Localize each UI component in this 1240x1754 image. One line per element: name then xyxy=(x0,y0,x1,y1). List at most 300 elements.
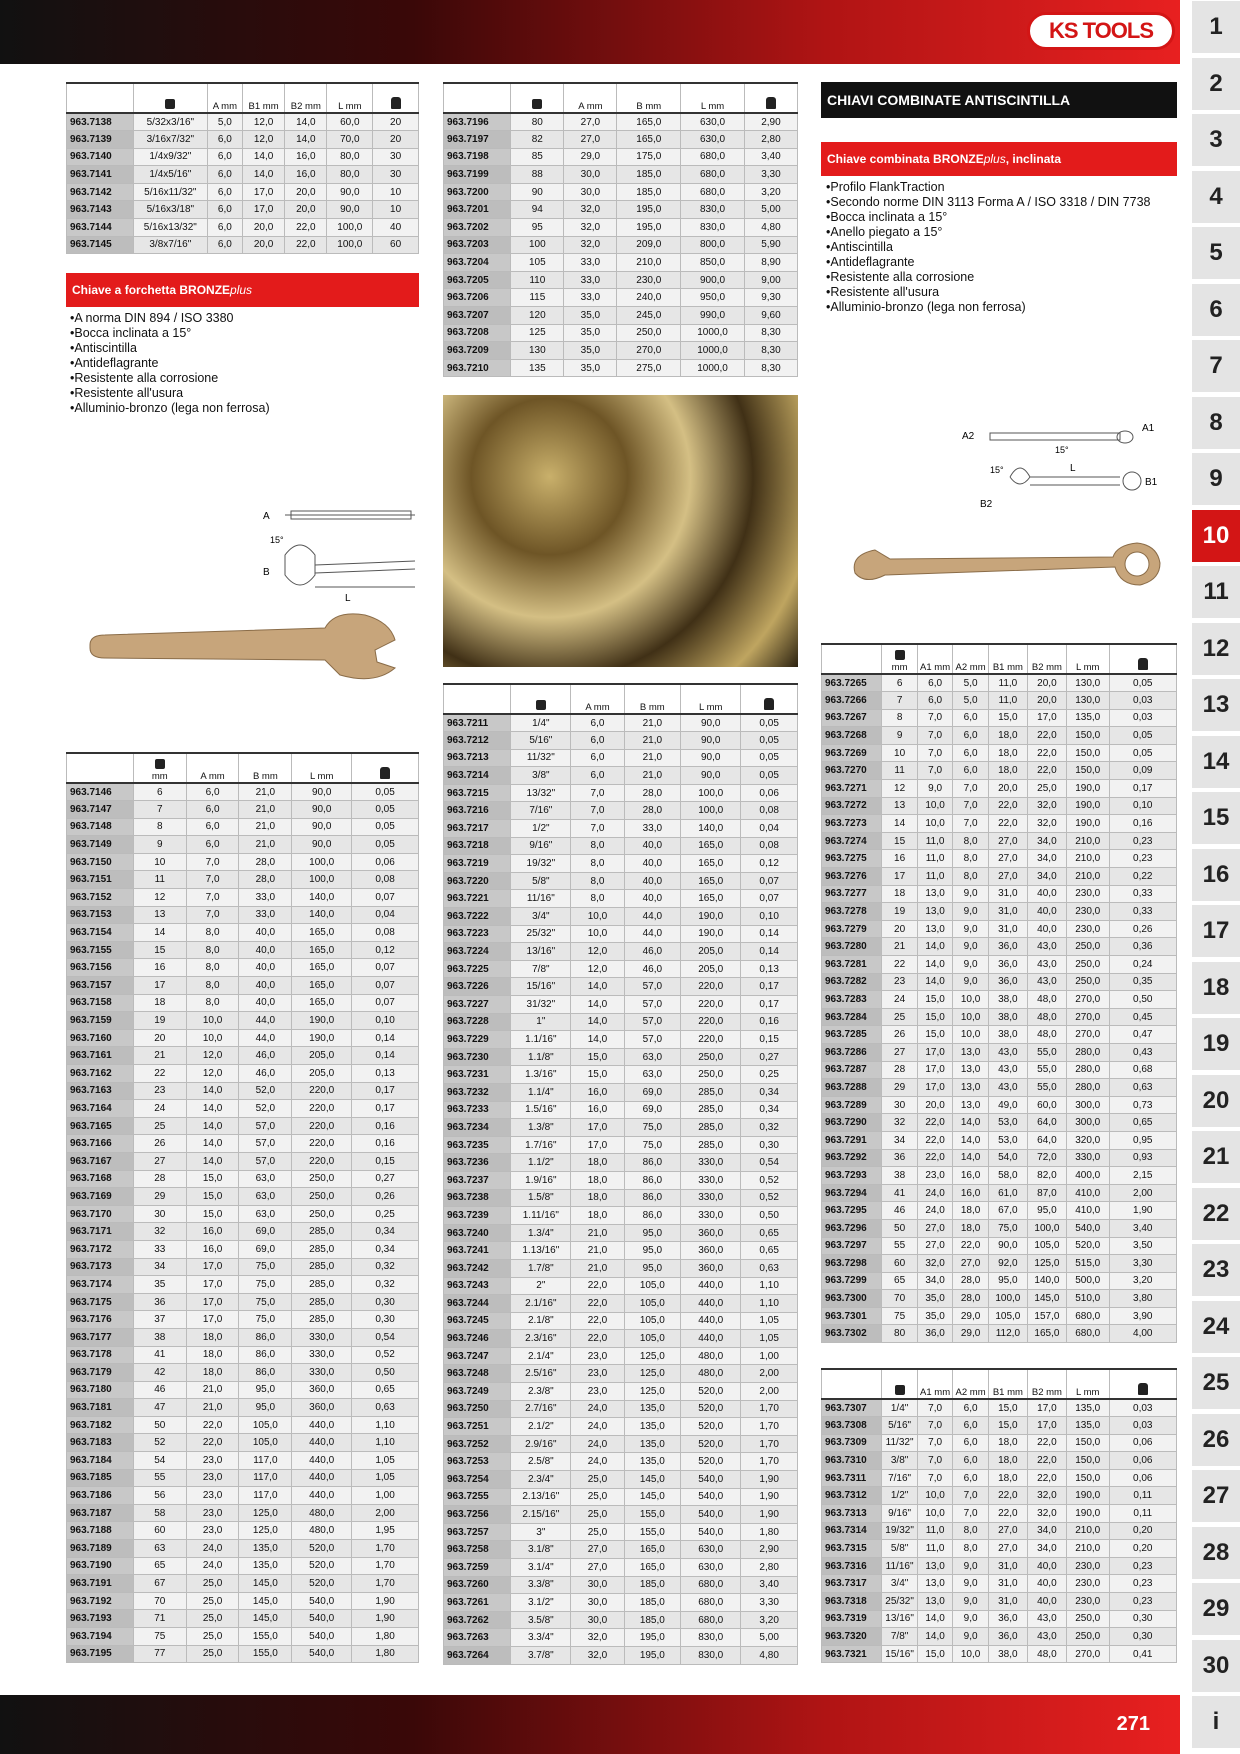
table-cell: 24,0 xyxy=(186,1540,239,1558)
table-row xyxy=(822,1219,1177,1237)
table-cell: 27,0 xyxy=(988,832,1027,850)
article-code: 963.7188 xyxy=(67,1522,134,1540)
table-cell: 1.5/16" xyxy=(511,1101,571,1119)
table-cell: 0,65 xyxy=(741,1224,798,1242)
table-row xyxy=(67,1065,419,1083)
table-cell: 130,0 xyxy=(1066,692,1109,710)
table-cell: 125,0 xyxy=(624,1383,681,1401)
table-cell: 9,0 xyxy=(953,1575,989,1593)
table-cell: 10,0 xyxy=(917,1505,953,1523)
table-cell: 1,05 xyxy=(352,1469,419,1487)
code-column-header xyxy=(444,83,511,113)
chapter-tab-11[interactable]: 11 xyxy=(1192,566,1240,618)
table-row xyxy=(822,1237,1177,1255)
table-row xyxy=(822,885,1177,903)
table-cell: 520,0 xyxy=(292,1540,352,1558)
table-cell: 40,0 xyxy=(1027,1557,1066,1575)
table-cell: 1.7/16" xyxy=(511,1136,571,1154)
article-code: 963.7225 xyxy=(444,960,511,978)
table-cell: 112,0 xyxy=(988,1325,1027,1343)
table-cell: 3,30 xyxy=(1109,1255,1176,1273)
article-code: 963.7144 xyxy=(67,219,134,237)
table-cell: 44,0 xyxy=(624,908,681,926)
table-cell: 1,10 xyxy=(741,1295,798,1313)
table-cell: 14,0 xyxy=(953,1131,989,1149)
table-row xyxy=(444,890,798,908)
table-cell: 7,0 xyxy=(186,906,239,924)
table-cell: 25,0 xyxy=(571,1488,624,1506)
table-cell: 69,0 xyxy=(239,1240,292,1258)
table-cell: 94 xyxy=(511,201,564,219)
chapter-tab-26[interactable]: 26 xyxy=(1192,1414,1240,1466)
table-cell: 630,0 xyxy=(681,131,745,149)
chapter-tab-10[interactable]: 10 xyxy=(1192,510,1240,562)
table-cell: 1.3/16" xyxy=(511,1066,571,1084)
table-cell: 17,0 xyxy=(917,1043,953,1061)
table-cell: 285,0 xyxy=(292,1311,352,1329)
table-cell: 190,0 xyxy=(1066,797,1109,815)
table-cell: 85 xyxy=(511,148,564,166)
table-cell: 300,0 xyxy=(1066,1096,1109,1114)
table-row xyxy=(67,1540,419,1558)
table-row xyxy=(822,973,1177,991)
table-row xyxy=(444,820,798,838)
table-cell: 13,0 xyxy=(953,1079,989,1097)
table-cell: 46,0 xyxy=(624,960,681,978)
table-cell: 58,0 xyxy=(988,1167,1027,1185)
table-cell: 0,52 xyxy=(741,1171,798,1189)
column-header xyxy=(624,684,681,714)
table-cell: 17,0 xyxy=(242,183,284,201)
table-cell: 18 xyxy=(882,885,918,903)
table-cell: 3/8" xyxy=(882,1452,918,1470)
table-cell: 16,0 xyxy=(571,1101,624,1119)
chapter-tab-30[interactable]: 30 xyxy=(1192,1640,1240,1692)
table-cell: 87,0 xyxy=(1027,1184,1066,1202)
table-row xyxy=(444,1471,798,1489)
table-cell: 250,0 xyxy=(681,1066,741,1084)
table-cell: 15,0 xyxy=(186,1188,239,1206)
article-code: 963.7218 xyxy=(444,837,511,855)
table-cell: 15 xyxy=(882,832,918,850)
table-cell: 0,05 xyxy=(352,836,419,854)
table-cell: 220,0 xyxy=(292,1100,352,1118)
code-column-header xyxy=(822,644,882,674)
table-cell: 8 xyxy=(882,709,918,727)
table-cell: 33,0 xyxy=(564,271,617,289)
table-cell: 0,08 xyxy=(741,802,798,820)
chapter-tab-12[interactable]: 12 xyxy=(1192,623,1240,675)
product-table-2 xyxy=(66,752,419,1663)
table-cell: 230,0 xyxy=(1066,885,1109,903)
table-cell: 155,0 xyxy=(624,1523,681,1541)
header-label: B2 mm xyxy=(1031,1387,1062,1398)
table-row xyxy=(822,1417,1177,1435)
table-cell: 400,0 xyxy=(1066,1167,1109,1185)
table-cell: 1,70 xyxy=(741,1400,798,1418)
table-cell: 230,0 xyxy=(1066,903,1109,921)
chapter-tab-5[interactable]: 5 xyxy=(1192,227,1240,279)
table-cell: 6,0 xyxy=(207,219,242,237)
table-cell: 61,0 xyxy=(988,1184,1027,1202)
table-cell: 0,05 xyxy=(1109,727,1176,745)
table-cell: 21,0 xyxy=(571,1259,624,1277)
table-row xyxy=(67,131,419,149)
table-cell: 285,0 xyxy=(681,1101,741,1119)
table-row xyxy=(67,166,419,184)
article-code: 963.7230 xyxy=(444,1048,511,1066)
table-cell: 0,30 xyxy=(352,1293,419,1311)
table-cell: 250,0 xyxy=(292,1188,352,1206)
table-cell: 57,0 xyxy=(624,1031,681,1049)
table-cell: 10,0 xyxy=(917,1487,953,1505)
chapter-tab-6[interactable]: 6 xyxy=(1192,284,1240,336)
table-cell: 15/16" xyxy=(882,1645,918,1663)
table-cell: 7 xyxy=(882,692,918,710)
table-cell: 25,0 xyxy=(186,1592,239,1610)
chapter-tab-1[interactable]: 1 xyxy=(1192,1,1240,53)
table-cell: 52,0 xyxy=(239,1082,292,1100)
chapter-tab-24[interactable]: 24 xyxy=(1192,1301,1240,1353)
table-row xyxy=(822,1557,1177,1575)
chapter-tab-13[interactable]: 13 xyxy=(1192,679,1240,731)
dim-l-label: L xyxy=(345,593,351,604)
table-cell: 35,0 xyxy=(564,359,617,377)
table-row xyxy=(67,1100,419,1118)
article-code: 963.7177 xyxy=(67,1328,134,1346)
table-row xyxy=(444,1576,798,1594)
table-row xyxy=(444,943,798,961)
chapter-tab-28[interactable]: 28 xyxy=(1192,1527,1240,1579)
table-cell: 33,0 xyxy=(624,820,681,838)
article-code: 963.7265 xyxy=(822,674,882,692)
table-row xyxy=(822,991,1177,1009)
table-cell: 0,33 xyxy=(1109,885,1176,903)
article-code: 963.7221 xyxy=(444,890,511,908)
table-row xyxy=(67,201,419,219)
table-cell: 0,07 xyxy=(741,890,798,908)
table-cell: 0,06 xyxy=(1109,1469,1176,1487)
table-row xyxy=(444,872,798,890)
table-row xyxy=(444,732,798,750)
article-code: 963.7242 xyxy=(444,1259,511,1277)
table-cell: 82,0 xyxy=(1027,1167,1066,1185)
size-column-header xyxy=(511,684,571,714)
table-cell: 250,0 xyxy=(617,324,681,342)
weight-column-header xyxy=(741,684,798,714)
table-cell: 14,0 xyxy=(571,996,624,1014)
table-row xyxy=(444,1224,798,1242)
weight-column-header xyxy=(1109,1369,1176,1399)
table-cell: 0,05 xyxy=(741,749,798,767)
chapter-tab-17[interactable]: 17 xyxy=(1192,905,1240,957)
table-cell: 0,65 xyxy=(352,1381,419,1399)
table-cell: 18 xyxy=(133,994,186,1012)
table-cell: 27,0 xyxy=(988,868,1027,886)
chapter-tab-22[interactable]: 22 xyxy=(1192,1188,1240,1240)
table-row xyxy=(822,1043,1177,1061)
table-row xyxy=(444,1383,798,1401)
article-code: 963.7181 xyxy=(67,1399,134,1417)
table-cell: 155,0 xyxy=(624,1506,681,1524)
table-row xyxy=(444,148,798,166)
table-row xyxy=(444,1277,798,1295)
table-cell: 28,0 xyxy=(953,1290,989,1308)
table-cell: 23,0 xyxy=(917,1167,953,1185)
table-cell: 285,0 xyxy=(292,1258,352,1276)
chapter-tab-21[interactable]: 21 xyxy=(1192,1131,1240,1183)
table-cell: 21,0 xyxy=(571,1242,624,1260)
table-cell: 92,0 xyxy=(988,1255,1027,1273)
table-cell: 150,0 xyxy=(1066,1452,1109,1470)
table-cell: 125,0 xyxy=(239,1522,292,1540)
article-code: 963.7178 xyxy=(67,1346,134,1364)
table-cell: 3,80 xyxy=(1109,1290,1176,1308)
table-cell: 830,0 xyxy=(681,1629,741,1647)
chapter-tab-20[interactable]: 20 xyxy=(1192,1075,1240,1127)
table-cell: 0,63 xyxy=(741,1259,798,1277)
column-header xyxy=(917,644,953,674)
table-cell: 140,0 xyxy=(681,820,741,838)
table-cell: 38 xyxy=(882,1167,918,1185)
article-code: 963.7250 xyxy=(444,1400,511,1418)
chapter-tab-8[interactable]: 8 xyxy=(1192,397,1240,449)
table-row xyxy=(67,1452,419,1470)
feature-item: • Antideflagrante xyxy=(826,255,1178,270)
table-cell: 10,0 xyxy=(953,1008,989,1026)
table-cell: 31,0 xyxy=(988,1557,1027,1575)
column-header xyxy=(571,684,624,714)
table-row xyxy=(822,1522,1177,1540)
article-code: 963.7233 xyxy=(444,1101,511,1119)
table-cell: 0,08 xyxy=(741,837,798,855)
table-cell: 18,0 xyxy=(571,1189,624,1207)
table-row xyxy=(67,994,419,1012)
table-cell: 135,0 xyxy=(624,1418,681,1436)
table-cell: 18,0 xyxy=(988,744,1027,762)
table-row xyxy=(444,236,798,254)
table-cell: 6,0 xyxy=(953,727,989,745)
table-cell: 9,00 xyxy=(744,271,797,289)
table-row xyxy=(444,1154,798,1172)
table-cell: 0,33 xyxy=(1109,903,1176,921)
table-cell: 18,0 xyxy=(186,1328,239,1346)
table-cell: 16,0 xyxy=(285,148,327,166)
table-cell: 1/4" xyxy=(511,714,571,732)
table-row xyxy=(67,1012,419,1030)
article-code: 963.7164 xyxy=(67,1100,134,1118)
table-cell: 10 xyxy=(133,853,186,871)
table-cell: 60 xyxy=(373,236,419,254)
article-code: 963.7237 xyxy=(444,1171,511,1189)
table-cell: 48,0 xyxy=(1027,991,1066,1009)
table-cell: 0,73 xyxy=(1109,1096,1176,1114)
table-cell: 23,0 xyxy=(571,1383,624,1401)
table-cell: 165,0 xyxy=(624,1559,681,1577)
chapter-tab-7[interactable]: 7 xyxy=(1192,340,1240,392)
article-code: 963.7243 xyxy=(444,1277,511,1295)
table-cell: 360,0 xyxy=(681,1224,741,1242)
table-cell: 75,0 xyxy=(239,1276,292,1294)
table-row xyxy=(822,780,1177,798)
table-cell: 680,0 xyxy=(681,1611,741,1629)
table-cell: 13,0 xyxy=(917,885,953,903)
table-cell: 63,0 xyxy=(624,1066,681,1084)
chapter-tab-2[interactable]: 2 xyxy=(1192,58,1240,110)
table-cell: 440,0 xyxy=(292,1469,352,1487)
article-code: 963.7170 xyxy=(67,1205,134,1223)
table-cell: 1,90 xyxy=(741,1471,798,1489)
chapter-tab-18[interactable]: 18 xyxy=(1192,962,1240,1014)
table-cell: 8,0 xyxy=(571,872,624,890)
chapter-tab-i[interactable]: i xyxy=(1192,1696,1240,1748)
table-cell: 24 xyxy=(882,991,918,1009)
table-cell: 0,07 xyxy=(352,977,419,995)
table-row xyxy=(444,1594,798,1612)
weight-kg-icon xyxy=(764,698,774,710)
table-cell: 8,0 xyxy=(571,837,624,855)
article-code: 963.7174 xyxy=(67,1276,134,1294)
table-cell: 26 xyxy=(882,1026,918,1044)
chapter-tab-15[interactable]: 15 xyxy=(1192,792,1240,844)
table-cell: 22,0 xyxy=(186,1416,239,1434)
table-row xyxy=(822,1008,1177,1026)
table-cell: 25 xyxy=(133,1117,186,1135)
chapter-tab-9[interactable]: 9 xyxy=(1192,453,1240,505)
article-code: 963.7249 xyxy=(444,1383,511,1401)
table-cell: 1,95 xyxy=(352,1522,419,1540)
size-column-header xyxy=(882,1369,918,1399)
table-cell: 22,0 xyxy=(1027,1452,1066,1470)
table-cell: 34,0 xyxy=(1027,1540,1066,1558)
table-cell: 190,0 xyxy=(1066,780,1109,798)
feature-item: • Resistente alla corrosione xyxy=(70,371,420,386)
column-header xyxy=(1066,1369,1109,1399)
table-cell: 14 xyxy=(133,924,186,942)
table-cell: 117,0 xyxy=(239,1487,292,1505)
header-label: A1 mm xyxy=(920,662,951,673)
header-unit: mm xyxy=(151,771,168,782)
table-cell: 12 xyxy=(133,889,186,907)
table-cell: 0,05 xyxy=(1109,744,1176,762)
header-unit: mm xyxy=(891,662,908,673)
table-cell: 3,40 xyxy=(1109,1219,1176,1237)
table-cell: 40,0 xyxy=(624,855,681,873)
article-code: 963.7319 xyxy=(822,1610,882,1628)
article-code: 963.7184 xyxy=(67,1452,134,1470)
table-cell: 157,0 xyxy=(1027,1307,1066,1325)
table-cell: 95,0 xyxy=(624,1242,681,1260)
table-cell: 25/32" xyxy=(511,925,571,943)
table-row xyxy=(67,853,419,871)
table-cell: 32,0 xyxy=(1027,1505,1066,1523)
table-cell: 3,20 xyxy=(1109,1272,1176,1290)
article-code: 963.7202 xyxy=(444,219,511,237)
article-code: 963.7282 xyxy=(822,973,882,991)
table-cell: 25 xyxy=(882,1008,918,1026)
table-cell: 32 xyxy=(882,1114,918,1132)
chapter-tab-16[interactable]: 16 xyxy=(1192,849,1240,901)
chapter-tab-19[interactable]: 19 xyxy=(1192,1018,1240,1070)
table-cell: 75,0 xyxy=(239,1293,292,1311)
table-cell: 8,30 xyxy=(744,324,797,342)
table-cell: 75,0 xyxy=(239,1311,292,1329)
table-cell: 10,0 xyxy=(571,925,624,943)
article-code: 963.7160 xyxy=(67,1029,134,1047)
table-cell: 42 xyxy=(133,1364,186,1382)
table-cell: 19/32" xyxy=(882,1522,918,1540)
table-cell: 21,0 xyxy=(571,1224,624,1242)
table-cell: 520,0 xyxy=(681,1418,741,1436)
table-cell: 30,0 xyxy=(571,1576,624,1594)
table-cell: 28,0 xyxy=(624,802,681,820)
table-cell: 4,80 xyxy=(744,219,797,237)
table-cell: 7,0 xyxy=(953,780,989,798)
table-cell: 0,07 xyxy=(352,889,419,907)
table-cell: 14,0 xyxy=(917,938,953,956)
table-cell: 9,0 xyxy=(953,1610,989,1628)
table-cell: 2.1/2" xyxy=(511,1418,571,1436)
table-cell: 195,0 xyxy=(624,1629,681,1647)
chapter-tab-3[interactable]: 3 xyxy=(1192,114,1240,166)
chapter-tab-25[interactable]: 25 xyxy=(1192,1357,1240,1409)
table-cell: 0,27 xyxy=(741,1048,798,1066)
table-cell: 100,0 xyxy=(292,853,352,871)
column-header xyxy=(917,1369,953,1399)
chapter-tab-23[interactable]: 23 xyxy=(1192,1244,1240,1296)
chapter-tab-29[interactable]: 29 xyxy=(1192,1583,1240,1635)
header-label: B1 mm xyxy=(992,1387,1023,1398)
table-cell: 100,0 xyxy=(1027,1219,1066,1237)
table-cell: 3/4" xyxy=(882,1575,918,1593)
table-cell: 15,0 xyxy=(571,1066,624,1084)
table-cell: 830,0 xyxy=(681,1646,741,1664)
table-cell: 28,0 xyxy=(953,1272,989,1290)
table-cell: 145,0 xyxy=(239,1592,292,1610)
table-cell: 1000,0 xyxy=(681,342,745,360)
table-cell: 1,70 xyxy=(352,1540,419,1558)
feature-item: • Secondo norme DIN 3113 Forma A / ISO 3318 / DIN 7738 xyxy=(826,195,1178,210)
header-label: B2 mm xyxy=(1031,662,1062,673)
chapter-tab-27[interactable]: 27 xyxy=(1192,1470,1240,1522)
dim-b2-label: B2 xyxy=(980,499,993,510)
table-cell: 2" xyxy=(511,1277,571,1295)
dim-angle-label-2: 15° xyxy=(990,465,1004,475)
table-cell: 7,0 xyxy=(571,784,624,802)
article-code: 963.7199 xyxy=(444,166,511,184)
table-cell: 140,0 xyxy=(1027,1272,1066,1290)
table-cell: 10,0 xyxy=(571,908,624,926)
table-cell: 40,0 xyxy=(624,837,681,855)
table-cell: 14,0 xyxy=(917,956,953,974)
table-cell: 90,0 xyxy=(292,783,352,801)
table-cell: 57,0 xyxy=(624,1013,681,1031)
table-cell: 46 xyxy=(133,1381,186,1399)
table-cell: 54 xyxy=(133,1452,186,1470)
header-label: L mm xyxy=(309,771,334,782)
table-cell: 0,63 xyxy=(352,1399,419,1417)
chapter-tab-14[interactable]: 14 xyxy=(1192,736,1240,788)
table-cell: 0,03 xyxy=(1109,1399,1176,1417)
title-part-2: , inclinata xyxy=(1005,152,1062,166)
chapter-tab-4[interactable]: 4 xyxy=(1192,171,1240,223)
article-code: 963.7308 xyxy=(822,1417,882,1435)
table-cell: 0,13 xyxy=(352,1065,419,1083)
table-cell: 34,0 xyxy=(1027,832,1066,850)
table-cell: 9,0 xyxy=(953,1557,989,1575)
table-cell: 540,0 xyxy=(1066,1219,1109,1237)
table-row xyxy=(67,1223,419,1241)
